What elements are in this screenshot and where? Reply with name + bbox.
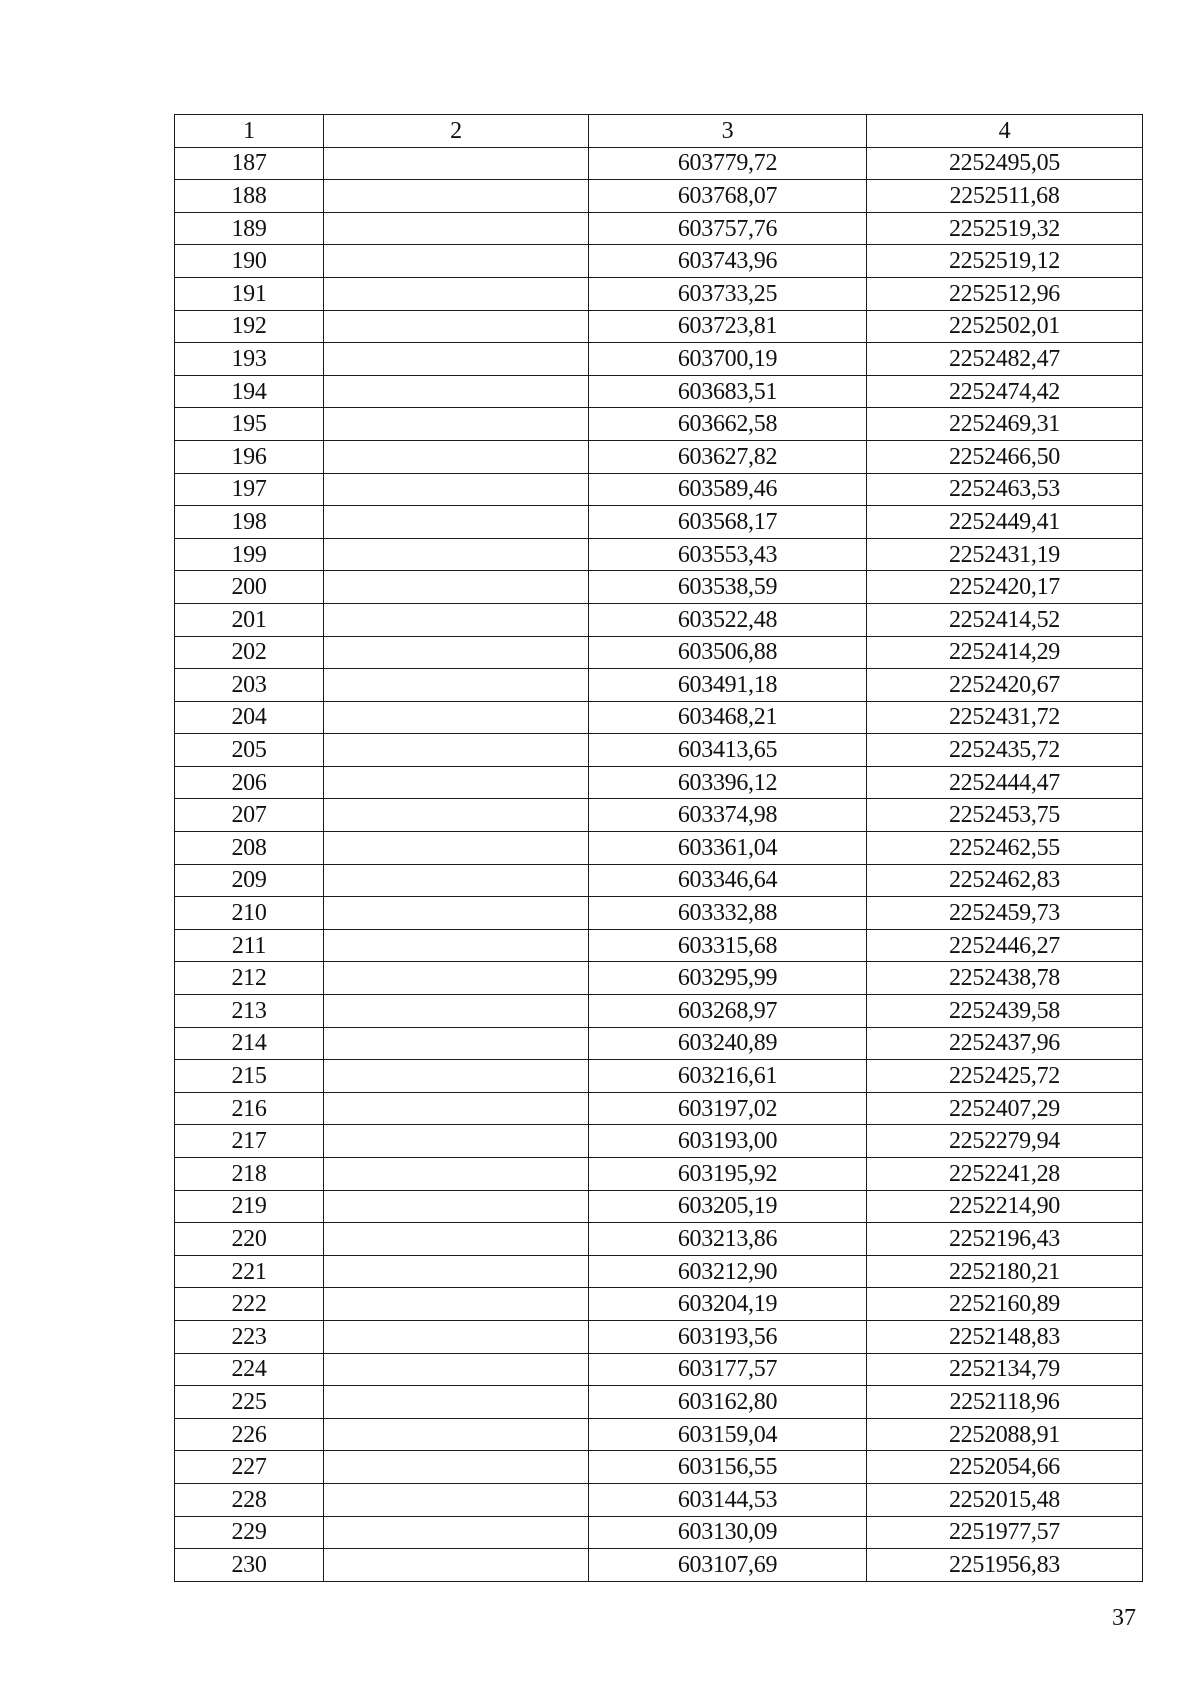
point-number-cell: 199 — [175, 538, 324, 571]
x-coordinate-cell: 603522,48 — [589, 603, 867, 636]
point-number-cell: 197 — [175, 473, 324, 506]
y-coordinate-cell: 2252435,72 — [867, 734, 1143, 767]
point-number-cell: 205 — [175, 734, 324, 767]
point-number-cell: 220 — [175, 1223, 324, 1256]
table-row — [175, 1125, 1143, 1158]
table-row — [175, 1353, 1143, 1386]
table-row — [175, 734, 1143, 767]
description-cell — [324, 1483, 589, 1516]
description-cell — [324, 734, 589, 767]
x-coordinate-cell: 603662,58 — [589, 408, 867, 441]
header-cell-2: 2 — [324, 115, 589, 148]
y-coordinate-cell: 2252425,72 — [867, 1060, 1143, 1093]
description-cell — [324, 1353, 589, 1386]
point-number-cell: 187 — [175, 147, 324, 180]
table-row — [175, 1288, 1143, 1321]
table-row — [175, 1255, 1143, 1288]
description-cell — [324, 277, 589, 310]
x-coordinate-cell: 603295,99 — [589, 962, 867, 995]
table-row — [175, 1223, 1143, 1256]
header-cell-3: 3 — [589, 115, 867, 148]
y-coordinate-cell: 2252453,75 — [867, 799, 1143, 832]
x-coordinate-cell: 603468,21 — [589, 701, 867, 734]
x-coordinate-cell: 603193,56 — [589, 1320, 867, 1353]
description-cell — [324, 343, 589, 376]
x-coordinate-cell: 603743,96 — [589, 245, 867, 278]
x-coordinate-cell: 603240,89 — [589, 1027, 867, 1060]
table-row — [175, 1158, 1143, 1191]
description-cell — [324, 408, 589, 441]
y-coordinate-cell: 2252438,78 — [867, 962, 1143, 995]
table-header-row — [175, 115, 1143, 148]
table-body — [175, 115, 1143, 1582]
y-coordinate-cell: 2252449,41 — [867, 506, 1143, 539]
y-coordinate-cell: 2252466,50 — [867, 440, 1143, 473]
table-row — [175, 375, 1143, 408]
point-number-cell: 223 — [175, 1320, 324, 1353]
x-coordinate-cell: 603506,88 — [589, 636, 867, 669]
y-coordinate-cell: 2252482,47 — [867, 343, 1143, 376]
y-coordinate-cell: 2252437,96 — [867, 1027, 1143, 1060]
point-number-cell: 228 — [175, 1483, 324, 1516]
x-coordinate-cell: 603159,04 — [589, 1418, 867, 1451]
point-number-cell: 210 — [175, 897, 324, 930]
y-coordinate-cell: 2251977,57 — [867, 1516, 1143, 1549]
y-coordinate-cell: 2252148,83 — [867, 1320, 1143, 1353]
description-cell — [324, 1516, 589, 1549]
description-cell — [324, 1255, 589, 1288]
table-row — [175, 1451, 1143, 1484]
x-coordinate-cell: 603195,92 — [589, 1158, 867, 1191]
point-number-cell: 196 — [175, 440, 324, 473]
description-cell — [324, 310, 589, 343]
y-coordinate-cell: 2252462,55 — [867, 832, 1143, 865]
point-number-cell: 209 — [175, 864, 324, 897]
table-row — [175, 277, 1143, 310]
point-number-cell: 216 — [175, 1092, 324, 1125]
description-cell — [324, 473, 589, 506]
table-row — [175, 571, 1143, 604]
table-row — [175, 832, 1143, 865]
x-coordinate-cell: 603683,51 — [589, 375, 867, 408]
description-cell — [324, 538, 589, 571]
y-coordinate-cell: 2252420,67 — [867, 669, 1143, 702]
x-coordinate-cell: 603268,97 — [589, 995, 867, 1028]
x-coordinate-cell: 603374,98 — [589, 799, 867, 832]
y-coordinate-cell: 2252414,52 — [867, 603, 1143, 636]
y-coordinate-cell: 2252160,89 — [867, 1288, 1143, 1321]
y-coordinate-cell: 2252474,42 — [867, 375, 1143, 408]
point-number-cell: 207 — [175, 799, 324, 832]
point-number-cell: 201 — [175, 603, 324, 636]
x-coordinate-cell: 603197,02 — [589, 1092, 867, 1125]
y-coordinate-cell: 2252444,47 — [867, 766, 1143, 799]
point-number-cell: 227 — [175, 1451, 324, 1484]
y-coordinate-cell: 2252054,66 — [867, 1451, 1143, 1484]
description-cell — [324, 1223, 589, 1256]
x-coordinate-cell: 603768,07 — [589, 180, 867, 213]
x-coordinate-cell: 603346,64 — [589, 864, 867, 897]
point-number-cell: 224 — [175, 1353, 324, 1386]
x-coordinate-cell: 603396,12 — [589, 766, 867, 799]
table-row — [175, 603, 1143, 636]
y-coordinate-cell: 2252420,17 — [867, 571, 1143, 604]
y-coordinate-cell: 2252459,73 — [867, 897, 1143, 930]
table-row — [175, 1386, 1143, 1419]
x-coordinate-cell: 603723,81 — [589, 310, 867, 343]
point-number-cell: 218 — [175, 1158, 324, 1191]
description-cell — [324, 1418, 589, 1451]
point-number-cell: 203 — [175, 669, 324, 702]
point-number-cell: 208 — [175, 832, 324, 865]
table-row — [175, 245, 1143, 278]
description-cell — [324, 440, 589, 473]
table-row — [175, 212, 1143, 245]
table-row — [175, 1549, 1143, 1582]
description-cell — [324, 1158, 589, 1191]
description-cell — [324, 1386, 589, 1419]
y-coordinate-cell: 2252088,91 — [867, 1418, 1143, 1451]
x-coordinate-cell: 603205,19 — [589, 1190, 867, 1223]
x-coordinate-cell: 603361,04 — [589, 832, 867, 865]
description-cell — [324, 1027, 589, 1060]
y-coordinate-cell: 2252015,48 — [867, 1483, 1143, 1516]
header-cell-1: 1 — [175, 115, 324, 148]
coordinates-table — [174, 114, 1143, 1582]
point-number-cell: 221 — [175, 1255, 324, 1288]
description-cell — [324, 571, 589, 604]
x-coordinate-cell: 603332,88 — [589, 897, 867, 930]
table-row — [175, 669, 1143, 702]
table-row — [175, 310, 1143, 343]
x-coordinate-cell: 603568,17 — [589, 506, 867, 539]
y-coordinate-cell: 2252118,96 — [867, 1386, 1143, 1419]
point-number-cell: 198 — [175, 506, 324, 539]
description-cell — [324, 1288, 589, 1321]
table-row — [175, 180, 1143, 213]
description-cell — [324, 864, 589, 897]
table-row — [175, 1320, 1143, 1353]
point-number-cell: 217 — [175, 1125, 324, 1158]
description-cell — [324, 180, 589, 213]
point-number-cell: 204 — [175, 701, 324, 734]
x-coordinate-cell: 603107,69 — [589, 1549, 867, 1582]
description-cell — [324, 1320, 589, 1353]
x-coordinate-cell: 603213,86 — [589, 1223, 867, 1256]
table-row — [175, 995, 1143, 1028]
description-cell — [324, 506, 589, 539]
point-number-cell: 229 — [175, 1516, 324, 1549]
table-row — [175, 1483, 1143, 1516]
header-cell-4: 4 — [867, 115, 1143, 148]
table-row — [175, 440, 1143, 473]
y-coordinate-cell: 2252495,05 — [867, 147, 1143, 180]
description-cell — [324, 147, 589, 180]
y-coordinate-cell: 2252511,68 — [867, 180, 1143, 213]
point-number-cell: 219 — [175, 1190, 324, 1223]
y-coordinate-cell: 2252519,12 — [867, 245, 1143, 278]
y-coordinate-cell: 2251956,83 — [867, 1549, 1143, 1582]
x-coordinate-cell: 603491,18 — [589, 669, 867, 702]
table-row — [175, 1027, 1143, 1060]
table-row — [175, 799, 1143, 832]
table-row — [175, 701, 1143, 734]
description-cell — [324, 832, 589, 865]
point-number-cell: 188 — [175, 180, 324, 213]
description-cell — [324, 995, 589, 1028]
description-cell — [324, 245, 589, 278]
description-cell — [324, 669, 589, 702]
point-number-cell: 190 — [175, 245, 324, 278]
x-coordinate-cell: 603733,25 — [589, 277, 867, 310]
description-cell — [324, 375, 589, 408]
x-coordinate-cell: 603193,00 — [589, 1125, 867, 1158]
point-number-cell: 192 — [175, 310, 324, 343]
description-cell — [324, 212, 589, 245]
y-coordinate-cell: 2252134,79 — [867, 1353, 1143, 1386]
x-coordinate-cell: 603700,19 — [589, 343, 867, 376]
y-coordinate-cell: 2252519,32 — [867, 212, 1143, 245]
point-number-cell: 195 — [175, 408, 324, 441]
x-coordinate-cell: 603216,61 — [589, 1060, 867, 1093]
point-number-cell: 206 — [175, 766, 324, 799]
y-coordinate-cell: 2252463,53 — [867, 473, 1143, 506]
table-row — [175, 1060, 1143, 1093]
point-number-cell: 212 — [175, 962, 324, 995]
table-row — [175, 1092, 1143, 1125]
x-coordinate-cell: 603162,80 — [589, 1386, 867, 1419]
y-coordinate-cell: 2252196,43 — [867, 1223, 1143, 1256]
description-cell — [324, 1451, 589, 1484]
description-cell — [324, 1092, 589, 1125]
point-number-cell: 230 — [175, 1549, 324, 1582]
point-number-cell: 214 — [175, 1027, 324, 1060]
point-number-cell: 225 — [175, 1386, 324, 1419]
point-number-cell: 226 — [175, 1418, 324, 1451]
x-coordinate-cell: 603212,90 — [589, 1255, 867, 1288]
description-cell — [324, 1190, 589, 1223]
x-coordinate-cell: 603589,46 — [589, 473, 867, 506]
y-coordinate-cell: 2252446,27 — [867, 929, 1143, 962]
table-row — [175, 897, 1143, 930]
table-row — [175, 506, 1143, 539]
point-number-cell: 194 — [175, 375, 324, 408]
table-row — [175, 766, 1143, 799]
y-coordinate-cell: 2252180,21 — [867, 1255, 1143, 1288]
point-number-cell: 213 — [175, 995, 324, 1028]
point-number-cell: 193 — [175, 343, 324, 376]
point-number-cell: 202 — [175, 636, 324, 669]
description-cell — [324, 701, 589, 734]
y-coordinate-cell: 2252431,19 — [867, 538, 1143, 571]
description-cell — [324, 1125, 589, 1158]
description-cell — [324, 1060, 589, 1093]
table-row — [175, 929, 1143, 962]
y-coordinate-cell: 2252439,58 — [867, 995, 1143, 1028]
table-row — [175, 343, 1143, 376]
x-coordinate-cell: 603779,72 — [589, 147, 867, 180]
y-coordinate-cell: 2252214,90 — [867, 1190, 1143, 1223]
y-coordinate-cell: 2252279,94 — [867, 1125, 1143, 1158]
y-coordinate-cell: 2252407,29 — [867, 1092, 1143, 1125]
point-number-cell: 215 — [175, 1060, 324, 1093]
description-cell — [324, 799, 589, 832]
x-coordinate-cell: 603757,76 — [589, 212, 867, 245]
point-number-cell: 189 — [175, 212, 324, 245]
y-coordinate-cell: 2252502,01 — [867, 310, 1143, 343]
description-cell — [324, 766, 589, 799]
point-number-cell: 211 — [175, 929, 324, 962]
x-coordinate-cell: 603413,65 — [589, 734, 867, 767]
table-row — [175, 1418, 1143, 1451]
table-row — [175, 408, 1143, 441]
description-cell — [324, 897, 589, 930]
table-row — [175, 962, 1143, 995]
description-cell — [324, 929, 589, 962]
x-coordinate-cell: 603177,57 — [589, 1353, 867, 1386]
table-row — [175, 538, 1143, 571]
point-number-cell: 191 — [175, 277, 324, 310]
description-cell — [324, 962, 589, 995]
y-coordinate-cell: 2252462,83 — [867, 864, 1143, 897]
x-coordinate-cell: 603553,43 — [589, 538, 867, 571]
point-number-cell: 200 — [175, 571, 324, 604]
x-coordinate-cell: 603538,59 — [589, 571, 867, 604]
y-coordinate-cell: 2252469,31 — [867, 408, 1143, 441]
x-coordinate-cell: 603156,55 — [589, 1451, 867, 1484]
y-coordinate-cell: 2252431,72 — [867, 701, 1143, 734]
description-cell — [324, 603, 589, 636]
description-cell — [324, 1549, 589, 1582]
x-coordinate-cell: 603144,53 — [589, 1483, 867, 1516]
description-cell — [324, 636, 589, 669]
x-coordinate-cell: 603204,19 — [589, 1288, 867, 1321]
y-coordinate-cell: 2252512,96 — [867, 277, 1143, 310]
page-number: 37 — [1112, 1605, 1136, 1631]
table-row — [175, 1516, 1143, 1549]
table-row — [175, 1190, 1143, 1223]
table-row — [175, 636, 1143, 669]
table-row — [175, 473, 1143, 506]
point-number-cell: 222 — [175, 1288, 324, 1321]
table-row — [175, 864, 1143, 897]
y-coordinate-cell: 2252241,28 — [867, 1158, 1143, 1191]
table-row — [175, 147, 1143, 180]
x-coordinate-cell: 603130,09 — [589, 1516, 867, 1549]
x-coordinate-cell: 603315,68 — [589, 929, 867, 962]
x-coordinate-cell: 603627,82 — [589, 440, 867, 473]
y-coordinate-cell: 2252414,29 — [867, 636, 1143, 669]
